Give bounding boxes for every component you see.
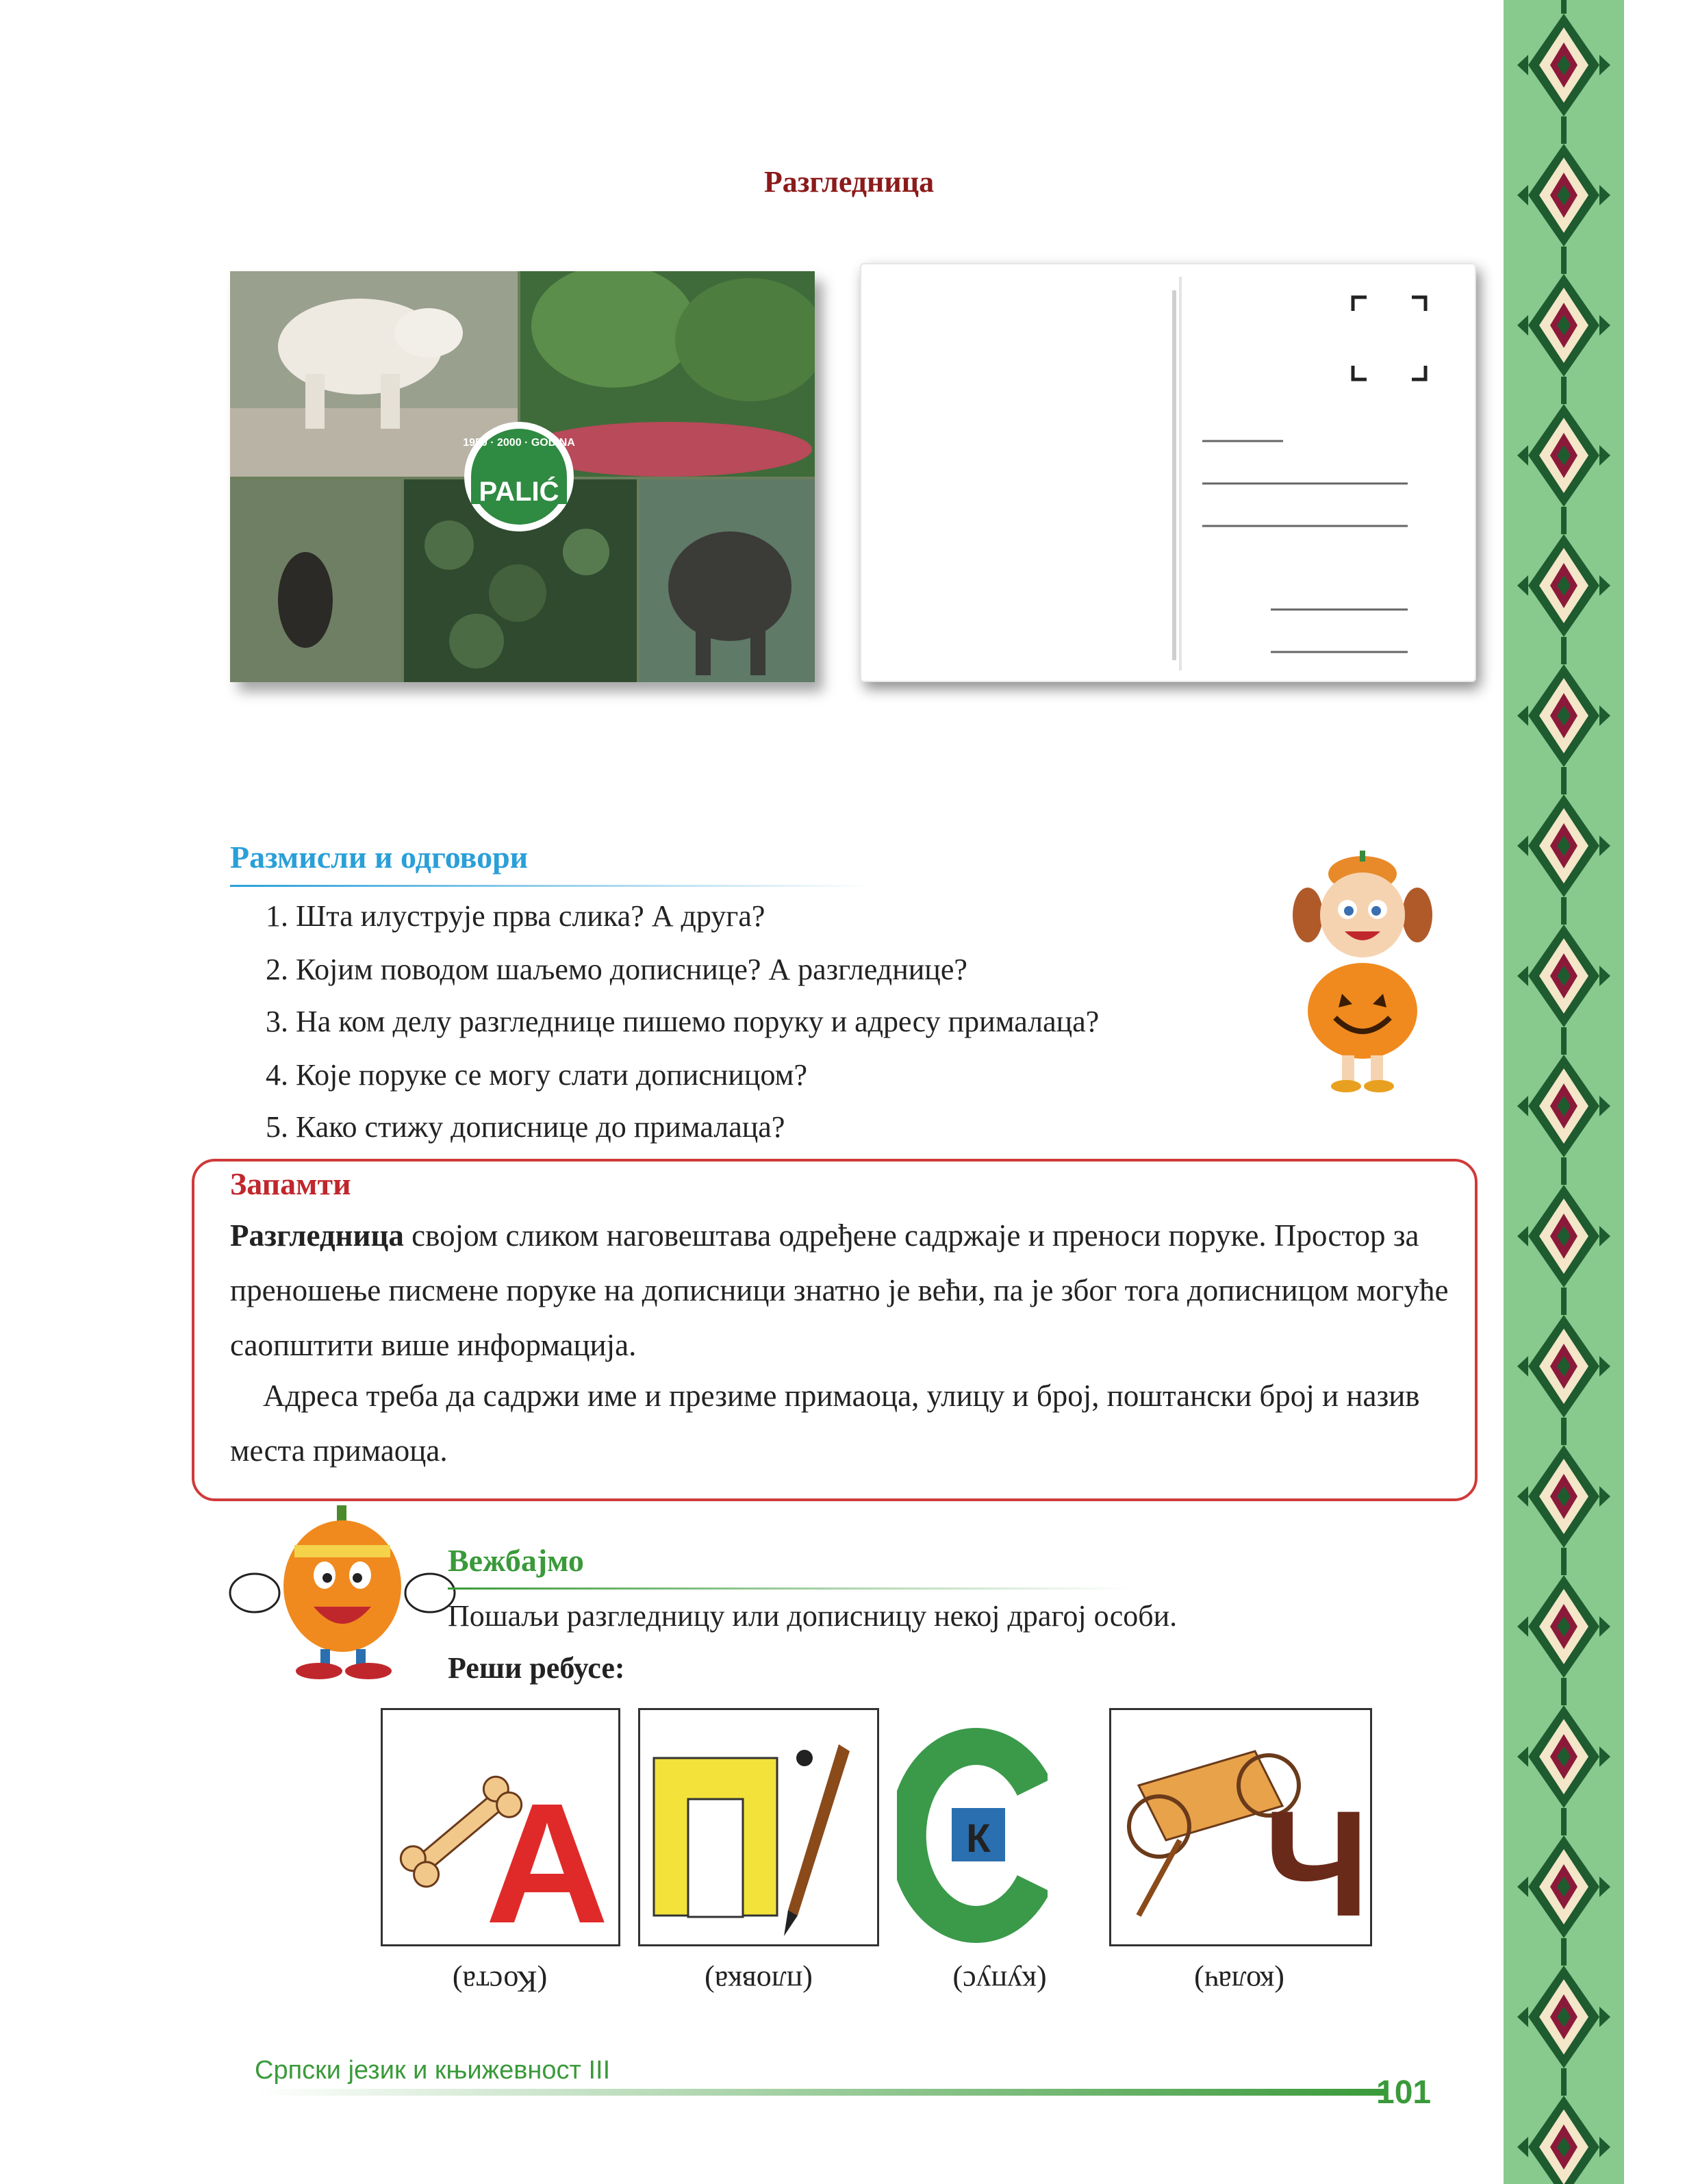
logo-text: PALIĆ bbox=[479, 477, 559, 507]
question-4: 4. Које поруке се могу слати дописницом? bbox=[266, 1058, 808, 1092]
remember-definition: својом сликом наговештава одређене садржаје и преноси поруке. Простор за преношење писмене поруке на дописници знатно је већи, па је због тога дописницом могуће саопштити више информација. bbox=[230, 1218, 1449, 1362]
rebus-1-caption: (Коста) bbox=[452, 1965, 548, 1998]
rebus-2-caption: (пловка) bbox=[705, 1965, 813, 1998]
postcard-back bbox=[860, 263, 1476, 682]
rebus-3-caption: (купус) bbox=[952, 1965, 1047, 1998]
think-heading-rule bbox=[230, 885, 874, 887]
question-3: 3. На ком делу разгледнице пишемо поруку и адресу прималаца? bbox=[266, 1005, 1100, 1038]
girl-pumpkin-illustration bbox=[1287, 846, 1438, 1093]
pen-icon bbox=[784, 1744, 850, 1936]
rebus-3 bbox=[897, 1712, 1048, 1945]
practice-heading-rule bbox=[448, 1587, 1132, 1590]
footer-rule bbox=[255, 2089, 1384, 2096]
remember-heading: Запамти bbox=[230, 1166, 351, 1201]
logo-arc-text: 1950 · 2000 · GODINA bbox=[463, 437, 575, 449]
rebus-letter: С bbox=[897, 1712, 898, 1713]
postcard-front-image bbox=[230, 271, 815, 682]
rebus-letter: П bbox=[715, 1936, 716, 1937]
remember-term: Разгледница bbox=[230, 1218, 404, 1253]
think-heading: Размисли и одговори bbox=[230, 840, 529, 875]
printed-vertical-text bbox=[1172, 290, 1176, 660]
pumpkin-mascot-illustration bbox=[227, 1504, 460, 1679]
rebus-instruction: Реши ребусе: bbox=[448, 1651, 625, 1685]
page-title: Разгледница bbox=[763, 165, 935, 199]
practice-instruction: Пошаљи разгледницу или дописницу некој драгој особи. bbox=[448, 1599, 1178, 1633]
rebus-1 bbox=[381, 1708, 620, 1946]
stamp-placeholder bbox=[1353, 297, 1425, 379]
rebus-4-caption: (колач) bbox=[1194, 1965, 1284, 1998]
footer-book-title: Српски језик и књижевност III bbox=[255, 2056, 611, 2085]
rebus-2 bbox=[638, 1708, 879, 1946]
question-5: 5. Како стижу дописнице до прималаца? bbox=[266, 1110, 785, 1144]
question-1: 1. Шта илуструје прва слика? А друга? bbox=[266, 899, 765, 933]
address-lines bbox=[1202, 441, 1408, 652]
question-2: 2. Којим поводом шаљемо дописнице? А разгледнице? bbox=[266, 953, 967, 986]
rebus-letter: Ч bbox=[1263, 1779, 1370, 1944]
rebus-letter: А bbox=[485, 1768, 609, 1944]
remember-paragraph-2: Адреса треба да садржи име и презиме примаоца, улицу и број, поштански број и назив места примаоца. bbox=[230, 1379, 1420, 1468]
practice-heading: Вежбајмо bbox=[448, 1543, 584, 1578]
remember-paragraph-1 bbox=[230, 1208, 1449, 1372]
decorative-border bbox=[1504, 0, 1624, 2184]
page-number: 101 bbox=[1376, 2074, 1432, 2111]
rebus-4 bbox=[1109, 1708, 1372, 1946]
rebus-inner-letter: К bbox=[966, 1816, 991, 1861]
